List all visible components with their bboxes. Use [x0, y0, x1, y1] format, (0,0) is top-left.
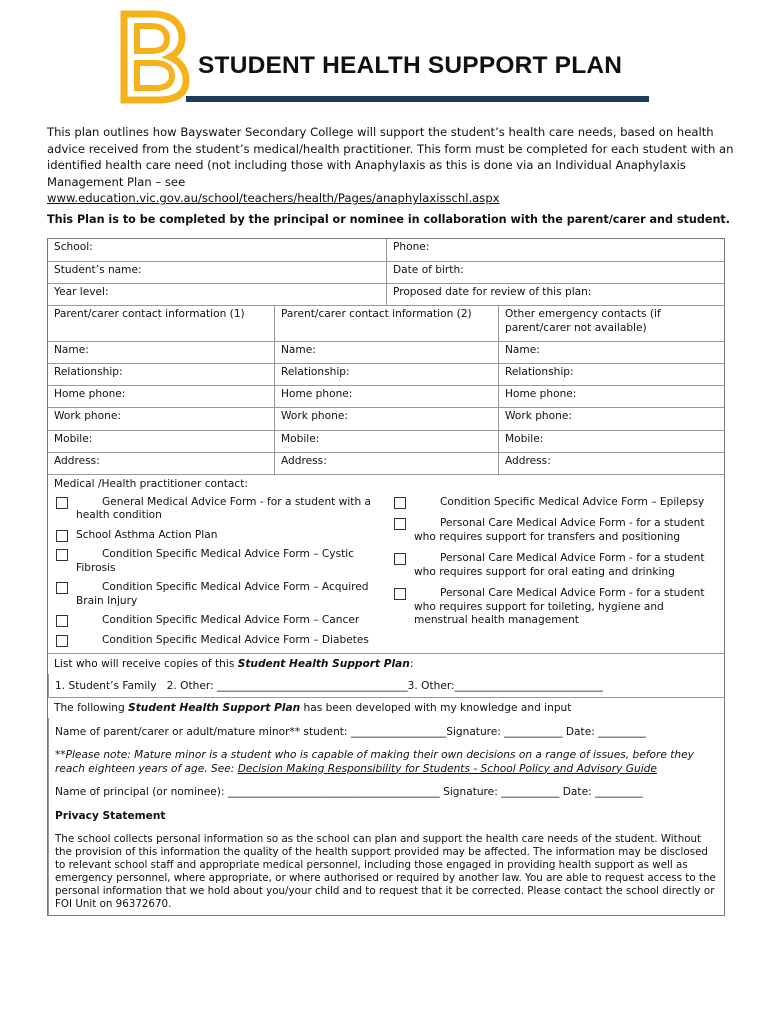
policy-link[interactable]: Decision Making Responsibility for Students - School Policy and Advisory Guide [237, 762, 657, 775]
checkbox[interactable] [394, 588, 406, 600]
contact2-mobile[interactable]: Mobile: [274, 431, 498, 452]
contact2-home-phone[interactable]: Home phone: [274, 386, 498, 407]
checkbox[interactable] [394, 518, 406, 530]
advice-diabetes[interactable]: Condition Specific Medical Advice Form – Diabetes [56, 634, 386, 648]
advice-brain-injury[interactable]: Condition Specific Medical Advice Form – Acquired Brain Injury [56, 581, 386, 608]
contact3-address[interactable]: Address: [498, 453, 722, 474]
copies-item-other-3[interactable]: 3. Other:____________________________ [407, 679, 603, 692]
dob-field[interactable]: Date of birth: [386, 262, 722, 283]
intro-text: This plan outlines how Bayswater Secondary College will support the student’s health care needs, based on health advice received from the student’s medical/health practitioner. This form must be completed for each student with an identified health care need (not including those with Anaphylaxis as this is done via an Individual Anaphylaxis Management Plan – see [47, 125, 734, 189]
principal-signature-line[interactable]: Name of principal (or nominee): ________________________________________ Signature: ___________ Date: _________ [48, 778, 722, 802]
contact3-work-phone[interactable]: Work phone: [498, 408, 722, 430]
checkbox[interactable] [56, 635, 68, 647]
contact-header-1: Parent/carer contact information (1) [54, 308, 245, 320]
student-name-field[interactable]: Student’s name: [54, 264, 142, 276]
checkbox[interactable] [56, 530, 68, 542]
instruction-text: This Plan is to be completed by the principal or nominee in collaboration with the parent/carer and student. [47, 213, 731, 226]
phone-field[interactable]: Phone: [386, 239, 722, 261]
school-logo [118, 10, 190, 104]
advice-forms [48, 494, 724, 654]
contact3-relationship[interactable]: Relationship: [498, 364, 722, 385]
advice-cystic-fibrosis[interactable]: Condition Specific Medical Advice Form – Cystic Fibrosis [56, 548, 386, 575]
page-title: STUDENT HEALTH SUPPORT PLAN [198, 52, 623, 79]
privacy-title: Privacy Statement [48, 802, 722, 826]
copies-item-family: 1. Student’s Family [55, 679, 157, 692]
review-date-field[interactable]: Proposed date for review of this plan: [386, 284, 722, 305]
consent-statement: The following Student Health Support Plan has been developed with my knowledge and input [54, 702, 572, 714]
contact1-address[interactable]: Address: [54, 455, 100, 467]
title-underline [186, 96, 649, 102]
checkbox[interactable] [56, 497, 68, 509]
contact-header-2: Parent/carer contact information (2) [274, 306, 498, 341]
advice-forms-right [386, 496, 722, 648]
contact3-mobile[interactable]: Mobile: [498, 431, 722, 452]
mature-minor-note: **Please note: Mature minor is a student who is capable of making their own decisions on a range of issues, before they reach eighteen years of age. See: Decision Making Responsibility for Students - School Policy and Advisory Guide [48, 741, 722, 778]
contact1-home-phone[interactable]: Home phone: [54, 388, 126, 400]
advice-cancer[interactable]: Condition Specific Medical Advice Form – Cancer [56, 614, 386, 628]
checkbox[interactable] [56, 582, 68, 594]
intro-paragraph [47, 124, 737, 207]
copies-item-other-2[interactable]: 2. Other: ____________________________________ [166, 679, 408, 692]
advice-general-medical[interactable]: General Medical Advice Form - for a student with a health condition [56, 496, 386, 523]
school-field[interactable]: School: [54, 241, 93, 253]
contact3-name[interactable]: Name: [498, 342, 722, 363]
checkbox[interactable] [394, 553, 406, 565]
practitioner-contact-field[interactable]: Medical /Health practitioner contact: [54, 478, 248, 490]
contact-header-3: Other emergency contacts (if parent/carer not available) [498, 306, 722, 341]
contact2-address[interactable]: Address: [274, 453, 498, 474]
contact3-home-phone[interactable]: Home phone: [498, 386, 722, 407]
contact1-name[interactable]: Name: [54, 344, 89, 356]
advice-asthma-plan[interactable]: School Asthma Action Plan [56, 529, 386, 543]
advice-transfers[interactable]: Personal Care Medical Advice Form - for a student who requires support for transfers and positioning [394, 517, 722, 544]
parent-signature-line[interactable]: Name of parent/carer or adult/mature minor** student: __________________Signature: ___________ Date: _________ [48, 718, 722, 742]
copies-list [48, 674, 722, 698]
checkbox[interactable] [394, 497, 406, 509]
year-level-field[interactable]: Year level: [54, 286, 109, 298]
contact1-relationship[interactable]: Relationship: [54, 366, 123, 378]
checkbox[interactable] [56, 615, 68, 627]
contact2-work-phone[interactable]: Work phone: [274, 408, 498, 430]
advice-forms-left [48, 496, 386, 648]
contact1-work-phone[interactable]: Work phone: [54, 410, 121, 422]
checkbox[interactable] [56, 549, 68, 561]
contact2-name[interactable]: Name: [274, 342, 498, 363]
advice-epilepsy[interactable]: Condition Specific Medical Advice Form – Epilepsy [394, 496, 722, 510]
advice-toileting[interactable]: Personal Care Medical Advice Form - for a student who requires support for toileting, hygiene and menstrual health management [394, 587, 722, 628]
copies-heading: List who will receive copies of this Student Health Support Plan: [54, 658, 414, 670]
plan-form-table [47, 238, 725, 916]
contact1-mobile[interactable]: Mobile: [54, 433, 93, 445]
privacy-text: The school collects personal information so as the school can plan and support the health care needs of the student. Without the provision of this information the quality of the health support provided may be affected. The information may be disclosed to relevant school staff and appropriate medical personnel, including those engaged in providing health support as well as emergency personnel, where appropriate, or where authorised or required by another law. You are able to request access to the personal information that we hold about you/your child and to request that it be corrected. Please contact the school directly or FOI Unit on 96372670. [48, 825, 722, 915]
advice-oral-eating[interactable]: Personal Care Medical Advice Form - for a student who requires support for oral eating and drinking [394, 552, 722, 579]
anaphylaxis-link[interactable]: www.education.vic.gov.au/school/teachers/health/Pages/anaphylaxisschl.aspx [47, 191, 500, 206]
contact2-relationship[interactable]: Relationship: [274, 364, 498, 385]
